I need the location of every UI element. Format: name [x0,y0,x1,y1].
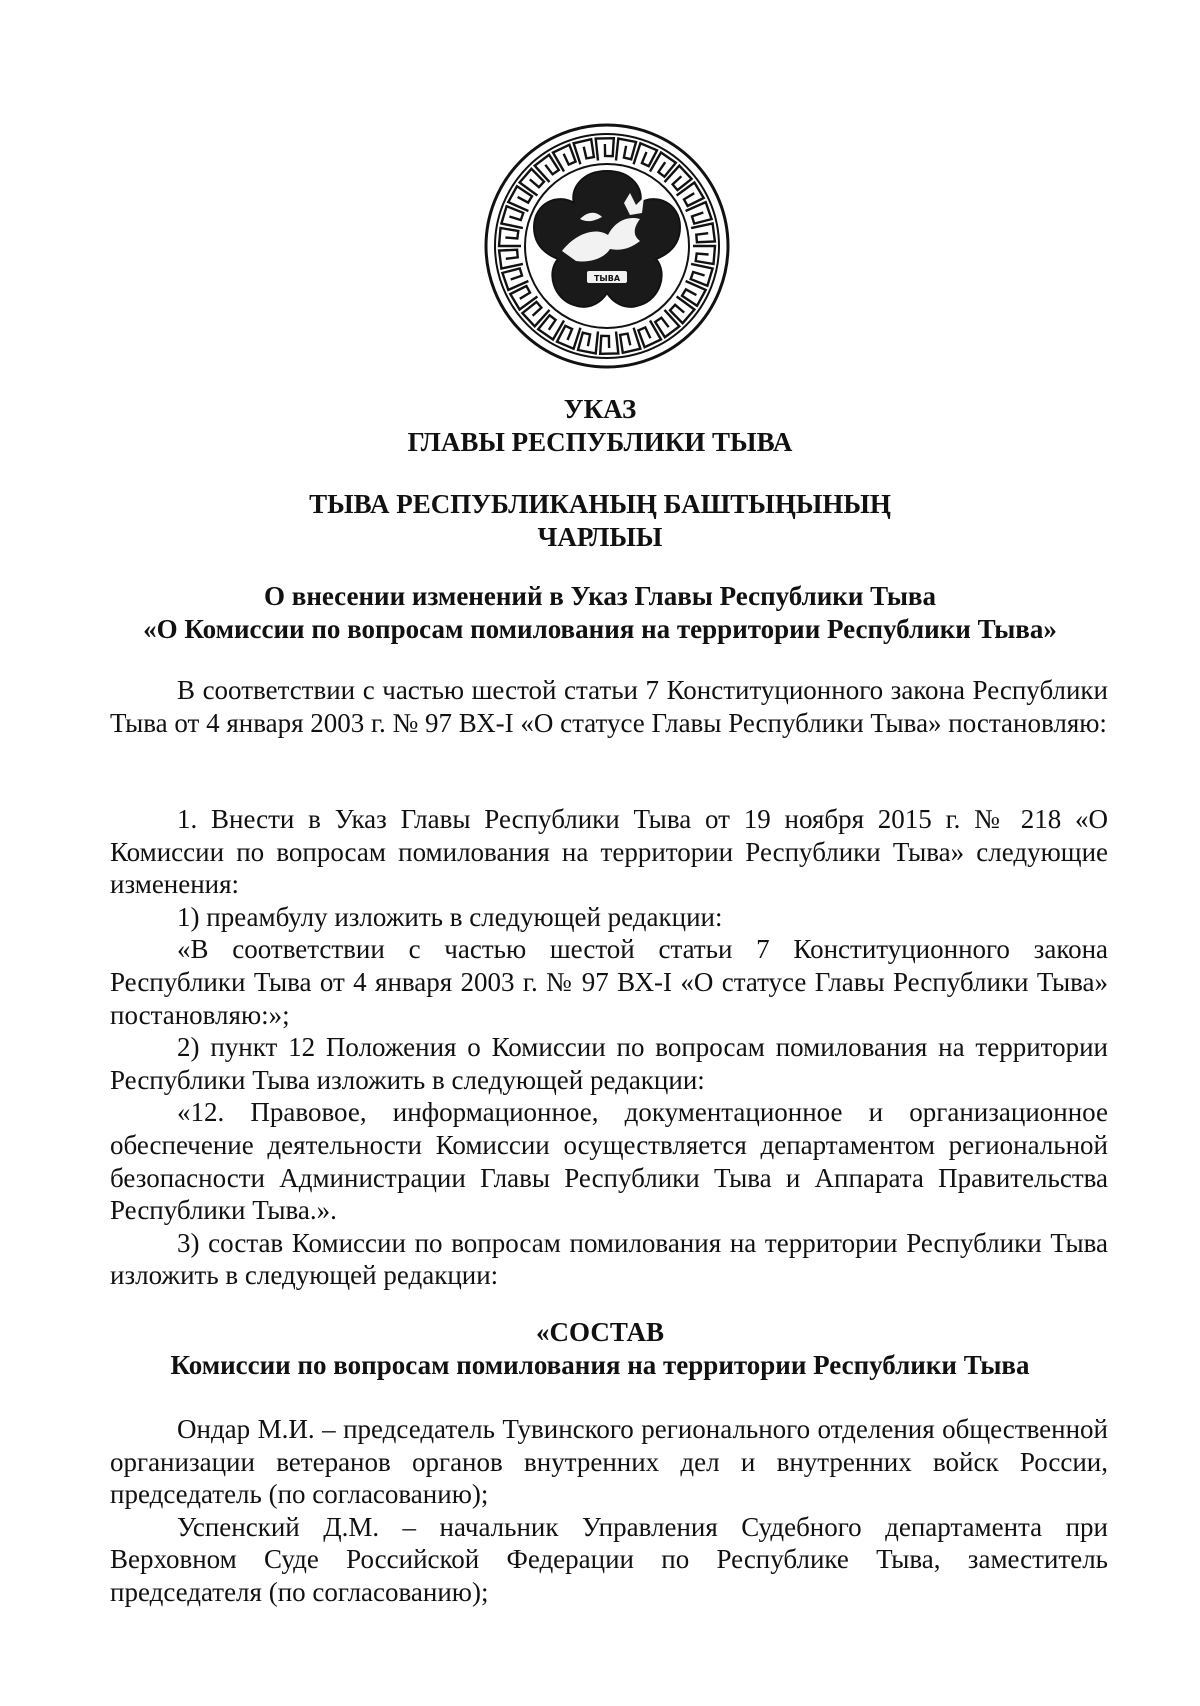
member-item: Ондар М.И. – председатель Тувинского регионального отделения общественной организации ветеранов органов внутренних дел и внутренних войск России, председатель (по согласованию); [110,1414,1108,1510]
document-type-heading [100,393,1100,459]
item-1-2-paragraph: 2) пункт 12 Положения о Комиссии по вопросам помилования на территории Республики Тыва изложить в следующей редакции: [110,1032,1108,1095]
composition-members [110,1413,1108,1609]
issuer-tyvan-line-1: ТЫВА РЕСПУБЛИКАНЫҢ БАШТЫҢЫНЫҢ [309,489,891,519]
member-item: Успенский Д.М. – начальник Управления Судебного департамента при Верховном Суде Российской Федерации по Республике Тыва, заместитель председателя (по согласованию); [110,1511,1108,1607]
preamble-block [110,674,1108,739]
item-1-paragraph: 1. Внести в Указ Главы Республики Тыва от 19 ноября 2015 г. № 218 «О Комиссии по вопросам помилования на территории Республики Тыва» следующие изменения: [110,804,1108,900]
item-1-3-paragraph: 3) состав Комиссии по вопросам помилования на территории Республики Тыва изложить в следующей редакции: [110,1227,1108,1291]
tyvan-heading [100,488,1100,554]
composition-heading-line-1: «СОСТАВ [536,1317,664,1347]
decree-title [100,580,1100,646]
item-1-1-text-paragraph: «В соответствии с частью шестой статьи 7 Конституционного закона Республики Тыва от 4 января 2003 г. № 97 ВХ-I «О статусе Главы Республики Тыва» постановляю:»; [110,934,1108,1030]
emblem-label: ТЫВА [593,274,621,283]
title-line-2: «О Комиссии по вопросам помилования на территории Республики Тыва» [143,614,1057,644]
items-block [110,803,1108,1292]
preamble-paragraph: В соответствии с частью шестой статьи 7 Конституционного закона Республики Тыва от 4 января 2003 г. № 97 ВХ-I «О статусе Главы Республики Тыва» постановляю: [110,675,1108,738]
composition-heading-line-2: Комиссии по вопросам помилования на территории Республики Тыва [170,1350,1030,1380]
issuer-tyvan-line-2: ЧАРЛЫЫ [537,522,663,552]
title-line-1: О внесении изменений в Указ Главы Республики Тыва [263,581,936,611]
composition-heading [100,1316,1100,1382]
item-1-2-text-paragraph: «12. Правовое, информационное, документационное и организационное обеспечение деятельности Комиссии осуществляется департаментом региональной безопасности Администрации Главы Республики Тыва и Аппарата Правительства Республики Тыва.». [110,1097,1108,1226]
item-1-1-paragraph: 1) преамбулу изложить в следующей редакции: [177,901,723,932]
issuer: ГЛАВЫ РЕСПУБЛИКИ ТЫВА [407,427,793,457]
coat-of-arms-emblem [484,123,730,369]
doc-type: УКАЗ [563,394,637,424]
